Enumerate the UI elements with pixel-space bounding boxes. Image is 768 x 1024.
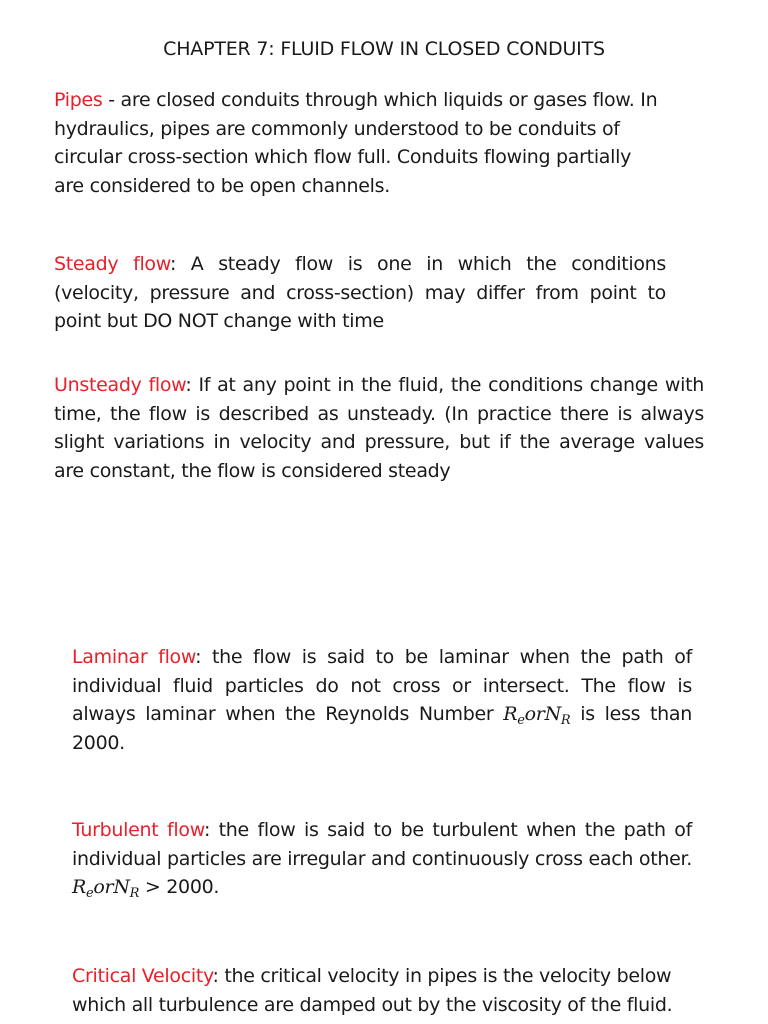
pipes-term: Pipes: [54, 89, 103, 111]
reynolds-number-symbol: [503, 703, 571, 728]
math-r-sub: e: [86, 886, 94, 901]
critical-velocity-definition: [72, 962, 698, 1019]
laminar-flow-term: Laminar flow: [72, 646, 196, 668]
pipes-definition: [54, 86, 666, 200]
critical-velocity-term: Critical Velocity: [72, 965, 213, 987]
steady-flow-definition: [54, 250, 666, 336]
turbulent-flow-term: Turbulent flow: [72, 819, 204, 841]
unsteady-flow-text: : If at any point in the fluid, the conditions change with time, the flow is described as unsteady. (In practice there is always slight variations in velocity and pressure, but if the average values are constant, the flow is considered steady: [54, 374, 704, 482]
math-n-sub: R: [560, 713, 571, 728]
laminar-flow-text: : the flow is said to be laminar when the path of individual fluid particles do not cross or intersect. The flow is always laminar when the Reynolds Number: [72, 646, 693, 725]
math-or: or: [524, 703, 545, 725]
unsteady-flow-term: Unsteady flow: [54, 374, 186, 396]
steady-flow-text: : A steady flow is one in which the conditions (velocity, pressure and cross-section) may differ from point to point but DO NOT change with time: [54, 253, 666, 332]
laminar-flow-text-end: is less than 2000.: [72, 703, 692, 754]
math-n: N: [113, 876, 130, 898]
steady-flow-term: Steady flow: [54, 253, 170, 275]
math-or: or: [93, 876, 114, 898]
turbulent-flow-text-end: > 2000.: [139, 876, 220, 898]
math-n-sub: R: [129, 886, 140, 901]
reynolds-number-symbol: [72, 876, 140, 901]
math-r-sub: e: [517, 713, 525, 728]
laminar-flow-definition: [72, 643, 692, 757]
turbulent-flow-definition: [72, 816, 692, 902]
math-r: R: [72, 876, 87, 898]
unsteady-flow-definition: [54, 371, 704, 485]
turbulent-flow-text: : the flow is said to be turbulent when the path of individual particles are irregular and continuously cross each other.: [72, 819, 692, 870]
math-r: R: [503, 703, 518, 725]
math-n: N: [544, 703, 561, 725]
pipes-text: - are closed conduits through which liquids or gases flow. In hydraulics, pipes are commonly understood to be conduits of circular cross-section which flow full. Conduits flowing partially are considered to be open channels.: [54, 89, 658, 197]
critical-velocity-text: : the critical velocity in pipes is the velocity below which all turbulence are damped out by the viscosity of the fluid.: [72, 965, 673, 1016]
chapter-title: CHAPTER 7: FLUID FLOW IN CLOSED CONDUITS: [163, 38, 605, 60]
